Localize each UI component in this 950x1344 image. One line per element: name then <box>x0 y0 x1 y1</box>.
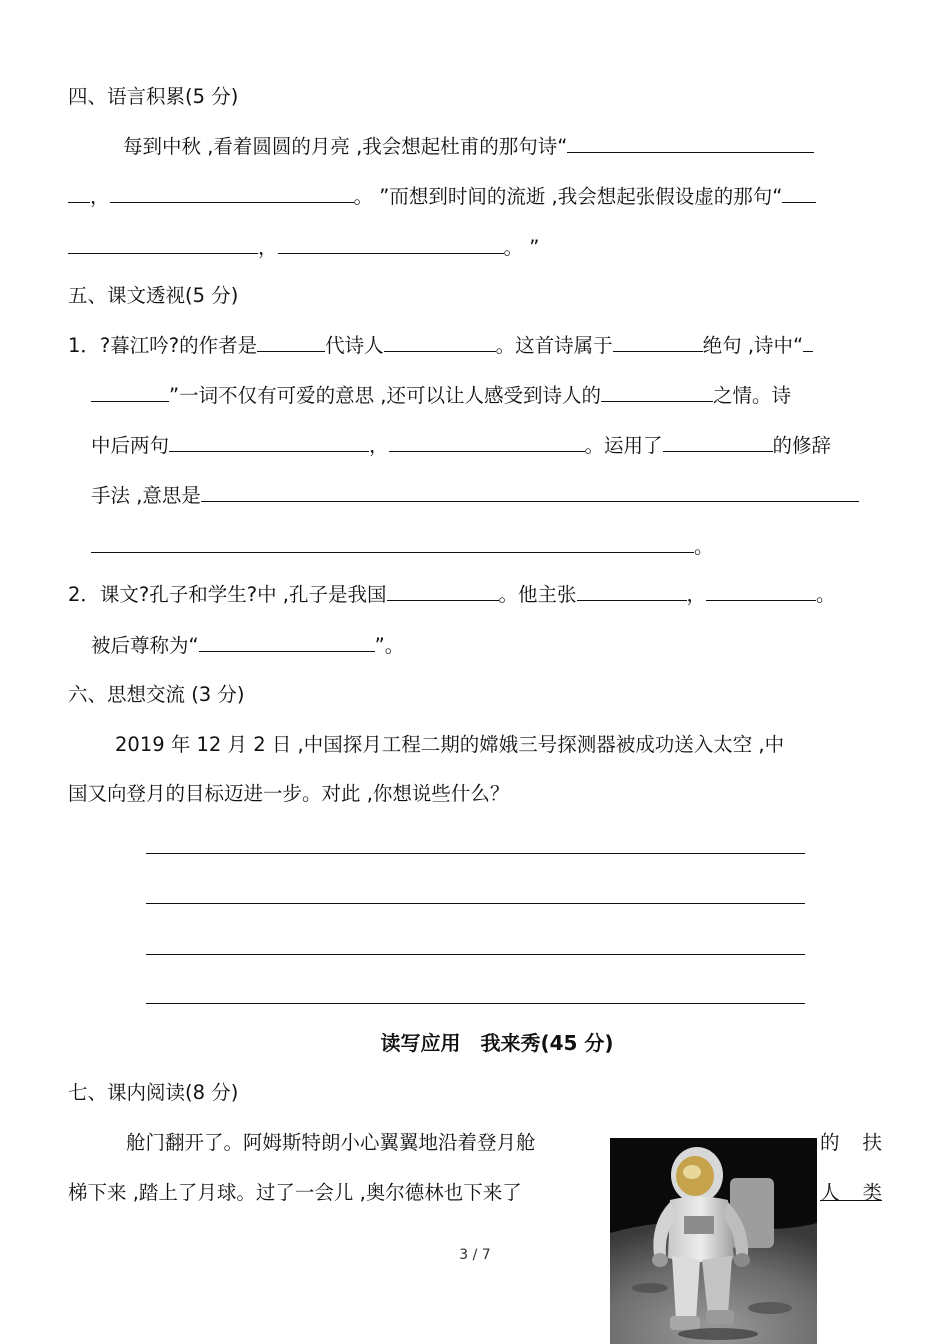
q1-text: ， <box>369 434 389 457</box>
q1-line-5 <box>91 534 714 560</box>
s7-paragraph-line-1-end <box>820 1130 882 1156</box>
q1-text: 中后两句 <box>91 434 170 457</box>
s4-line-1 <box>123 134 814 160</box>
q1-text: 。这首诗属于 <box>495 334 613 357</box>
s6-paragraph-line-1: 2019 年 12 月 2 日 ,中国探月工程二期的嫦娥三号探测器被成功送入太空 ,中 <box>115 733 785 756</box>
q1-text: 。 <box>694 535 714 558</box>
answer-blank[interactable] <box>91 534 694 553</box>
s7-paragraph-line-2-end <box>820 1180 882 1206</box>
answer-blank[interactable] <box>384 333 496 352</box>
answer-line[interactable] <box>146 853 805 854</box>
answer-blank[interactable] <box>68 184 90 203</box>
q2-text: 。 <box>816 583 836 606</box>
answer-blank[interactable] <box>257 333 325 352</box>
s7-text: 的 扶 <box>820 1131 882 1154</box>
answer-blank[interactable] <box>278 235 504 254</box>
q1-line-1 <box>68 333 813 359</box>
answer-blank[interactable] <box>601 383 713 402</box>
q2-text: ”。 <box>374 634 405 657</box>
answer-blank[interactable] <box>577 582 687 601</box>
section-7-title: 七、课内阅读(8 分) <box>68 1081 239 1104</box>
part-heading: 读写应用 我来秀(45 分) <box>380 1031 614 1055</box>
answer-blank[interactable] <box>613 333 703 352</box>
section-5-title: 五、课文透视(5 分) <box>68 284 239 307</box>
q1-text: 之情。诗 <box>713 384 792 407</box>
answer-blank[interactable] <box>389 433 585 452</box>
s4-text: 。 ”而想到时间的流逝 ,我会想起张假设虚的那句“ <box>353 185 783 208</box>
q2-line-2 <box>91 633 404 659</box>
q1-text: ”一词不仅有可爱的意思 ,还可以让人感受到诗人的 <box>169 384 601 407</box>
section-6-title: 六、思想交流 (3 分) <box>68 683 245 706</box>
answer-blank[interactable] <box>201 483 859 502</box>
q1-line-4 <box>91 483 859 509</box>
answer-blank[interactable] <box>663 433 773 452</box>
answer-blank[interactable] <box>387 582 499 601</box>
section-4-title: 四、语言积累(5 分) <box>68 85 239 108</box>
s4-text: 。 ” <box>503 236 540 259</box>
s4-line-3 <box>68 235 539 261</box>
q2-text: ， <box>686 583 707 606</box>
q1-text: 。运用了 <box>584 434 663 457</box>
answer-blank[interactable] <box>91 383 169 402</box>
q1-line-3 <box>91 433 831 459</box>
answer-blank[interactable] <box>782 184 816 203</box>
answer-blank[interactable] <box>803 333 813 352</box>
s7-paragraph-line-2: 梯下来 ,踏上了月球。过了一会儿 ,奥尔德林也下来了 <box>68 1181 522 1204</box>
q2-line-1 <box>68 582 836 608</box>
answer-line[interactable] <box>146 954 805 955</box>
q1-text: 手法 ,意思是 <box>91 484 201 507</box>
s4-text: 每到中秋 ,看着圆圆的月亮 ,我会想起杜甫的那句诗“ <box>123 135 568 158</box>
q1-text: 1．?暮江吟?的作者是 <box>68 334 258 357</box>
q2-text: 。他主张 <box>498 583 577 606</box>
answer-blank[interactable] <box>199 633 375 652</box>
q1-text: 的修辞 <box>772 434 832 457</box>
q1-text: 代诗人 <box>325 334 384 357</box>
answer-blank[interactable] <box>706 582 816 601</box>
s7-underlined-text: 人 类 <box>820 1181 882 1204</box>
astronaut-moon-photo <box>610 1138 817 1344</box>
q2-text: 2．课文?孔子和学生?中 ,孔子是我国 <box>68 583 387 606</box>
answer-blank[interactable] <box>68 235 258 254</box>
answer-line[interactable] <box>146 1003 805 1004</box>
q2-text: 被后尊称为“ <box>91 634 199 657</box>
s4-text: ， <box>258 236 278 259</box>
s6-paragraph-line-2: 国又向登月的目标迈进一步。对此 ,你想说些什么？ <box>68 782 510 805</box>
q1-line-2 <box>91 383 791 409</box>
s7-paragraph-line-1: 舱门翻开了。阿姆斯特朗小心翼翼地沿着登月舱 <box>126 1131 536 1154</box>
astronaut-illustration <box>610 1138 817 1344</box>
s4-text: ， <box>90 185 110 208</box>
answer-blank[interactable] <box>169 433 369 452</box>
page-number: 3 / 7 <box>459 1247 491 1263</box>
answer-blank[interactable] <box>567 134 814 153</box>
answer-blank[interactable] <box>110 184 354 203</box>
s4-line-2 <box>68 184 816 210</box>
q1-text: 绝句 ,诗中“ <box>702 334 804 357</box>
answer-line[interactable] <box>146 903 805 904</box>
